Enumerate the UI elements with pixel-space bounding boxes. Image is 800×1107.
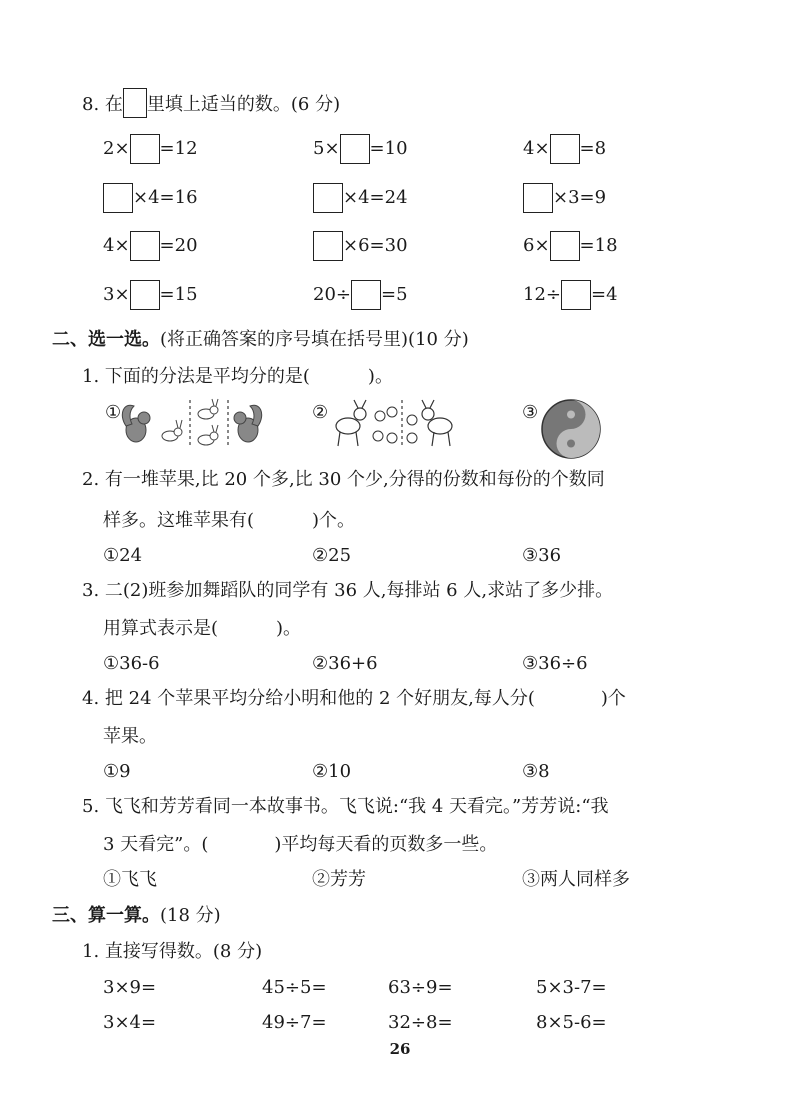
s2-q3-option-3[interactable]: ③36÷6	[522, 653, 588, 674]
s2-q5-line1: 5. 飞飞和芳芳看同一本故事书。飞飞说:“我 4 天看完。”芳芳说:“我	[82, 796, 609, 817]
answer-box[interactable]	[313, 231, 343, 261]
answer-box[interactable]	[550, 134, 580, 164]
s2-q4-option-1[interactable]: ①9	[103, 761, 131, 782]
q8-equation: 20÷ =5	[313, 279, 408, 311]
calc-item[interactable]: 63÷9=	[388, 977, 453, 998]
answer-box[interactable]	[313, 183, 343, 213]
s2-q3-option-1[interactable]: ①36-6	[103, 653, 160, 674]
q8-equation: ×4=24	[313, 182, 408, 214]
q8-equation: 4× =8	[523, 133, 606, 165]
answer-box[interactable]	[351, 280, 381, 310]
calc-item[interactable]: 5×3-7=	[536, 977, 607, 998]
s2-q2-option-2[interactable]: ②25	[312, 545, 352, 566]
calc-item[interactable]: 45÷5=	[262, 977, 327, 998]
s2-q5-option-2[interactable]: ②芳芳	[312, 869, 366, 890]
s2-q3-option-2[interactable]: ②36+6	[312, 653, 378, 674]
squirrel-icon	[234, 405, 262, 442]
section2-heading: 二、选一选。(将正确答案的序号填在括号里)(10 分)	[52, 329, 469, 350]
chick-icon	[373, 407, 397, 443]
q8-equation: ×3=9	[523, 182, 606, 214]
q8-equation: ×4=16	[103, 182, 198, 214]
squirrel-icon	[122, 405, 150, 442]
s2-q2-option-1[interactable]: ①24	[103, 545, 143, 566]
answer-box[interactable]	[340, 134, 370, 164]
calc-item[interactable]: 49÷7=	[262, 1012, 327, 1033]
s2-q4-option-3[interactable]: ③8	[522, 761, 550, 782]
answer-box[interactable]	[561, 280, 591, 310]
q8-title: 8. 在 里填上适当的数。(6 分)	[82, 88, 340, 118]
answer-box-sample	[123, 88, 147, 118]
s2-q2-line1: 2. 有一堆苹果,比 20 个多,比 30 个少,分得的份数和每份的个数同	[82, 469, 605, 490]
s2-q5-line2: 3 天看完”。( )平均每天看的页数多一些。	[103, 834, 498, 855]
q8-equation: 12÷ =4	[523, 279, 618, 311]
s2-q3-line1: 3. 二(2)班参加舞蹈队的同学有 36 人,每排站 6 人,求站了多少排。	[82, 580, 614, 601]
s2-q3-line2: 用算式表示是( )。	[103, 618, 302, 639]
calc-item[interactable]: 8×5-6=	[536, 1012, 607, 1033]
rabbit-icon	[198, 399, 218, 445]
deer-icon	[422, 400, 452, 446]
deer-icon	[336, 400, 366, 446]
q8-equation: 3× =15	[103, 279, 198, 311]
s2-q1-text: 1. 下面的分法是平均分的是( )。	[82, 366, 393, 387]
s2-q1-option-2-label[interactable]: ②	[312, 402, 329, 423]
section3-heading: 三、算一算。(18 分)	[52, 905, 221, 926]
calc-item[interactable]: 32÷8=	[388, 1012, 453, 1033]
page-number: 26	[389, 1040, 411, 1058]
s3-q1-title: 1. 直接写得数。(8 分)	[82, 941, 263, 962]
answer-box[interactable]	[103, 183, 133, 213]
calc-item[interactable]: 3×4=	[103, 1012, 157, 1033]
q8-equation: 6× =18	[523, 230, 618, 262]
s2-q4-line1: 4. 把 24 个苹果平均分给小明和他的 2 个好朋友,每人分( )个	[82, 688, 626, 709]
s2-q1-option-3-label[interactable]: ③	[522, 402, 539, 423]
answer-box[interactable]	[550, 231, 580, 261]
q8-equation: 4× =20	[103, 230, 198, 262]
s2-q5-option-3[interactable]: ③两人同样多	[522, 869, 630, 890]
answer-box[interactable]	[130, 231, 160, 261]
s2-q5-option-1[interactable]: ①飞飞	[103, 869, 157, 890]
s2-q4-line2: 苹果。	[103, 726, 157, 747]
answer-box[interactable]	[130, 280, 160, 310]
answer-box[interactable]	[130, 134, 160, 164]
yin-yang-icon	[540, 398, 602, 460]
rabbit-icon	[162, 420, 182, 441]
q8-equation: 5× =10	[313, 133, 408, 165]
q8-equation: ×6=30	[313, 230, 408, 262]
s2-q4-option-2[interactable]: ②10	[312, 761, 352, 782]
calc-item[interactable]: 3×9=	[103, 977, 157, 998]
q8-equation: 2× =12	[103, 133, 198, 165]
chick-icon	[407, 415, 417, 443]
squirrels-rabbits-picture	[118, 396, 274, 452]
s2-q2-option-3[interactable]: ③36	[522, 545, 562, 566]
deer-chicks-picture	[330, 396, 462, 452]
answer-box[interactable]	[523, 183, 553, 213]
s2-q2-line2: 样多。这堆苹果有( )个。	[103, 510, 356, 531]
s2-q1-option-1-label[interactable]: ①	[105, 402, 122, 423]
